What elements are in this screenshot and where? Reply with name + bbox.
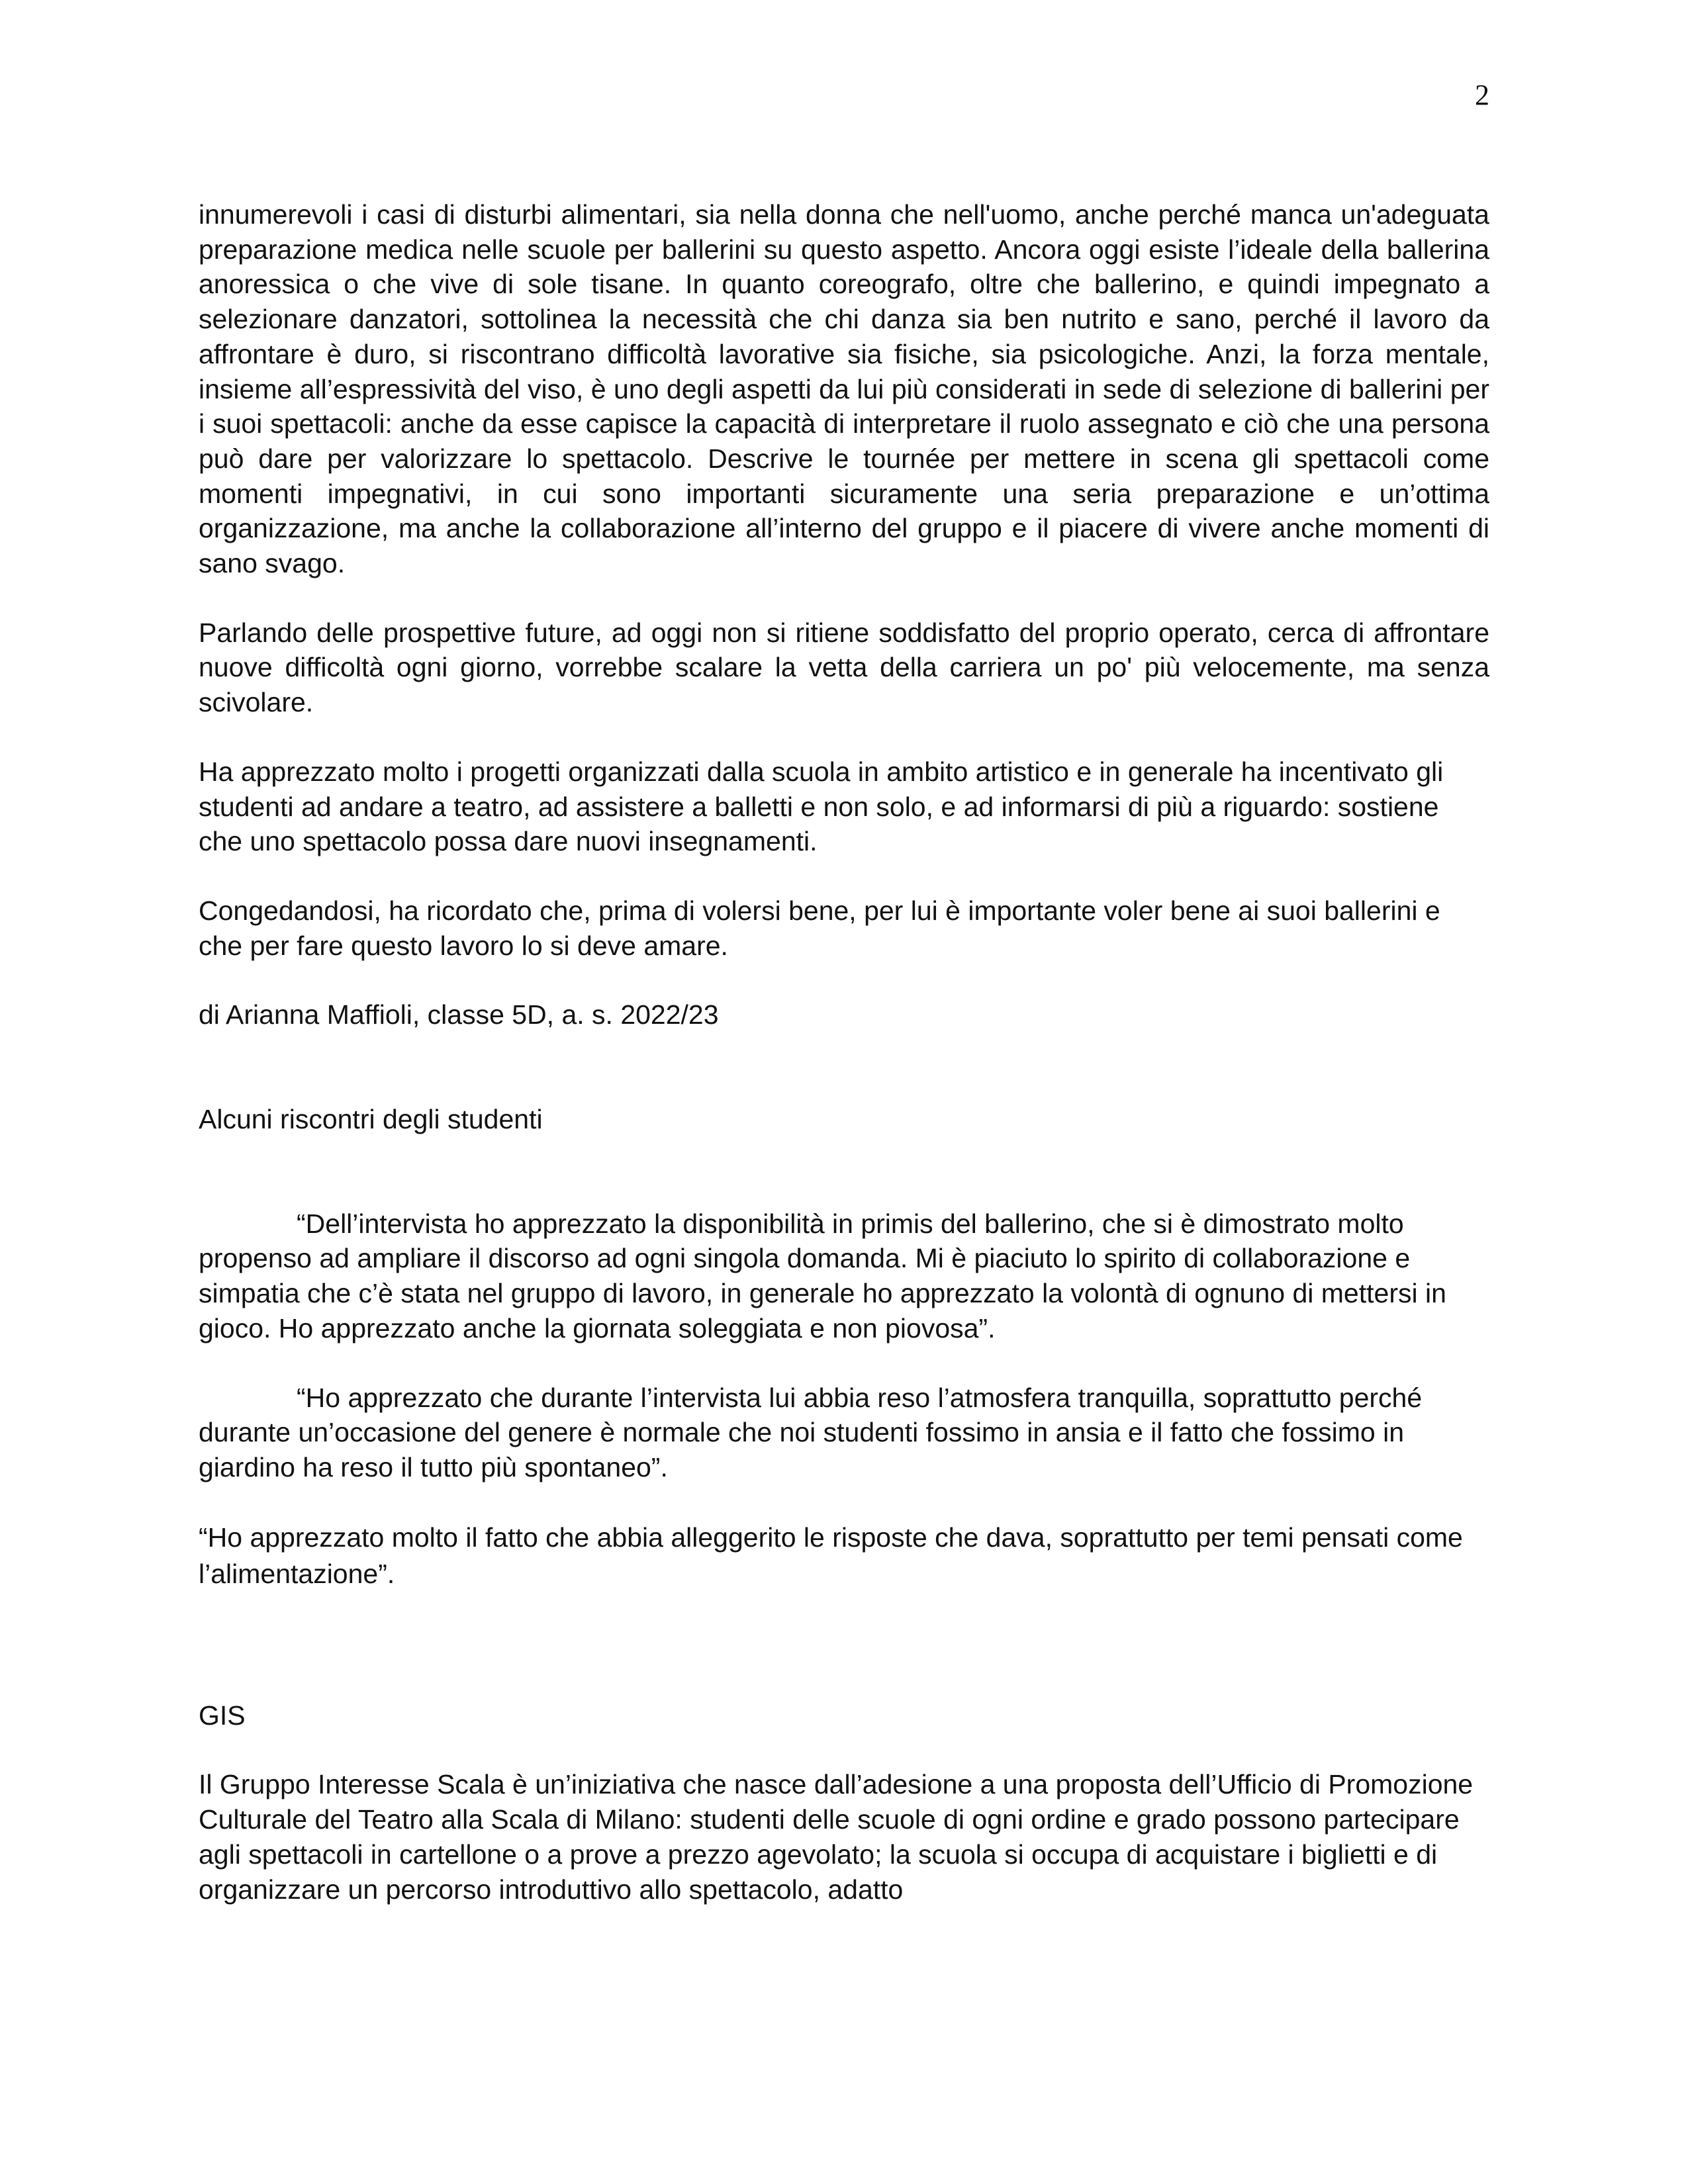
- page-number: 2: [1475, 79, 1489, 111]
- gis-paragraph: Il Gruppo Interesse Scala è un’iniziativa che nasce dall’adesione a una proposta dell’Ufficio di Promozione Culturale del Teatro alla Scala di Milano: studenti delle scuole di ogni ordine e grado possono partecipare agli spettacoli in cartellone o a prove a prezzo agevolato; la scuola si occupa di acquistare i biglietti e di organizzare un percorso introduttivo allo spettacolo, adatto: [199, 1769, 1474, 1905]
- student-quote: “Ho apprezzato molto il fatto che abbia alleggerito le risposte che dava, soprattutto per temi pensati come l’alimentazione”.: [199, 1522, 1463, 1589]
- article-paragraph: Parlando delle prospettive future, ad oggi non si ritiene soddisfatto del proprio operato, cerca di affrontare nuove difficoltà ogni giorno, vorrebbe scalare la vetta della carriera un po' più velocemente, ma senza scivolare.: [199, 617, 1489, 718]
- document-body: [199, 197, 1489, 1907]
- student-quote: “Dell’intervista ho apprezzato la disponibilità in primis del ballerino, che si è dimostrato molto propenso ad ampliare il discorso ad ogni singola domanda. Mi è piaciuto lo spirito di collaborazione e simpatia che c’è stata nel gruppo di lavoro, in generale ho apprezzato la volontà di ognuno di mettersi in gioco. Ho apprezzato anche la giornata soleggiata e non piovosa”.: [199, 1208, 1446, 1343]
- byline: di Arianna Maffioli, classe 5D, a. s. 2022/23: [199, 999, 719, 1030]
- feedback-heading: Alcuni riscontri degli studenti: [199, 1104, 543, 1135]
- student-quote: “Ho apprezzato che durante l’intervista lui abbia reso l’atmosfera tranquilla, soprattutto perché durante un’occasione del genere è normale che noi studenti fossimo in ansia e il fatto che fossimo in giardino ha reso il tutto più spontaneo”.: [199, 1382, 1423, 1482]
- article-paragraph: Ha apprezzato molto i progetti organizzati dalla scuola in ambito artistico e in generale ha incentivato gli studenti ad andare a teatro, ad assistere a balletti e non solo, e ad informarsi di più a riguardo: sostiene che uno spettacolo possa dare nuovi insegnamenti.: [199, 756, 1444, 857]
- gis-heading: GIS: [199, 1700, 246, 1731]
- article-paragraph: innumerevoli i casi di disturbi alimentari, sia nella donna che nell'uomo, anche perché manca un'adeguata preparazione medica nelle scuole per ballerini su questo aspetto. Ancora oggi esiste l’ideale della ballerina anoressica o che vive di sole tisane. In quanto coreografo, oltre che ballerino, e quindi impegnato a selezionare danzatori, sottolinea la necessità che chi danza sia ben nutrito e sano, perché il lavoro da affrontare è duro, si riscontrano difficoltà lavorative sia fisiche, sia psicologiche. Anzi, la forza mentale, insieme all’espressività del viso, è uno degli aspetti da lui più considerati in sede di selezione di ballerini per i suoi spettacoli: anche da esse capisce la capacità di interpretare il ruolo assegnato e ciò che una persona può dare per valorizzare lo spettacolo. Descrive le tournée per mettere in scena gli spettacoli come momenti impegnativi, in cui sono importanti sicuramente una seria preparazione e un’ottima organizzazione, ma anche la collaborazione all’interno del gruppo e il piacere di vivere anche momenti di sano svago.: [199, 199, 1489, 579]
- article-paragraph: Congedandosi, ha ricordato che, prima di volersi bene, per lui è importante voler bene ai suoi ballerini e che per fare questo lavoro lo si deve amare.: [199, 895, 1440, 961]
